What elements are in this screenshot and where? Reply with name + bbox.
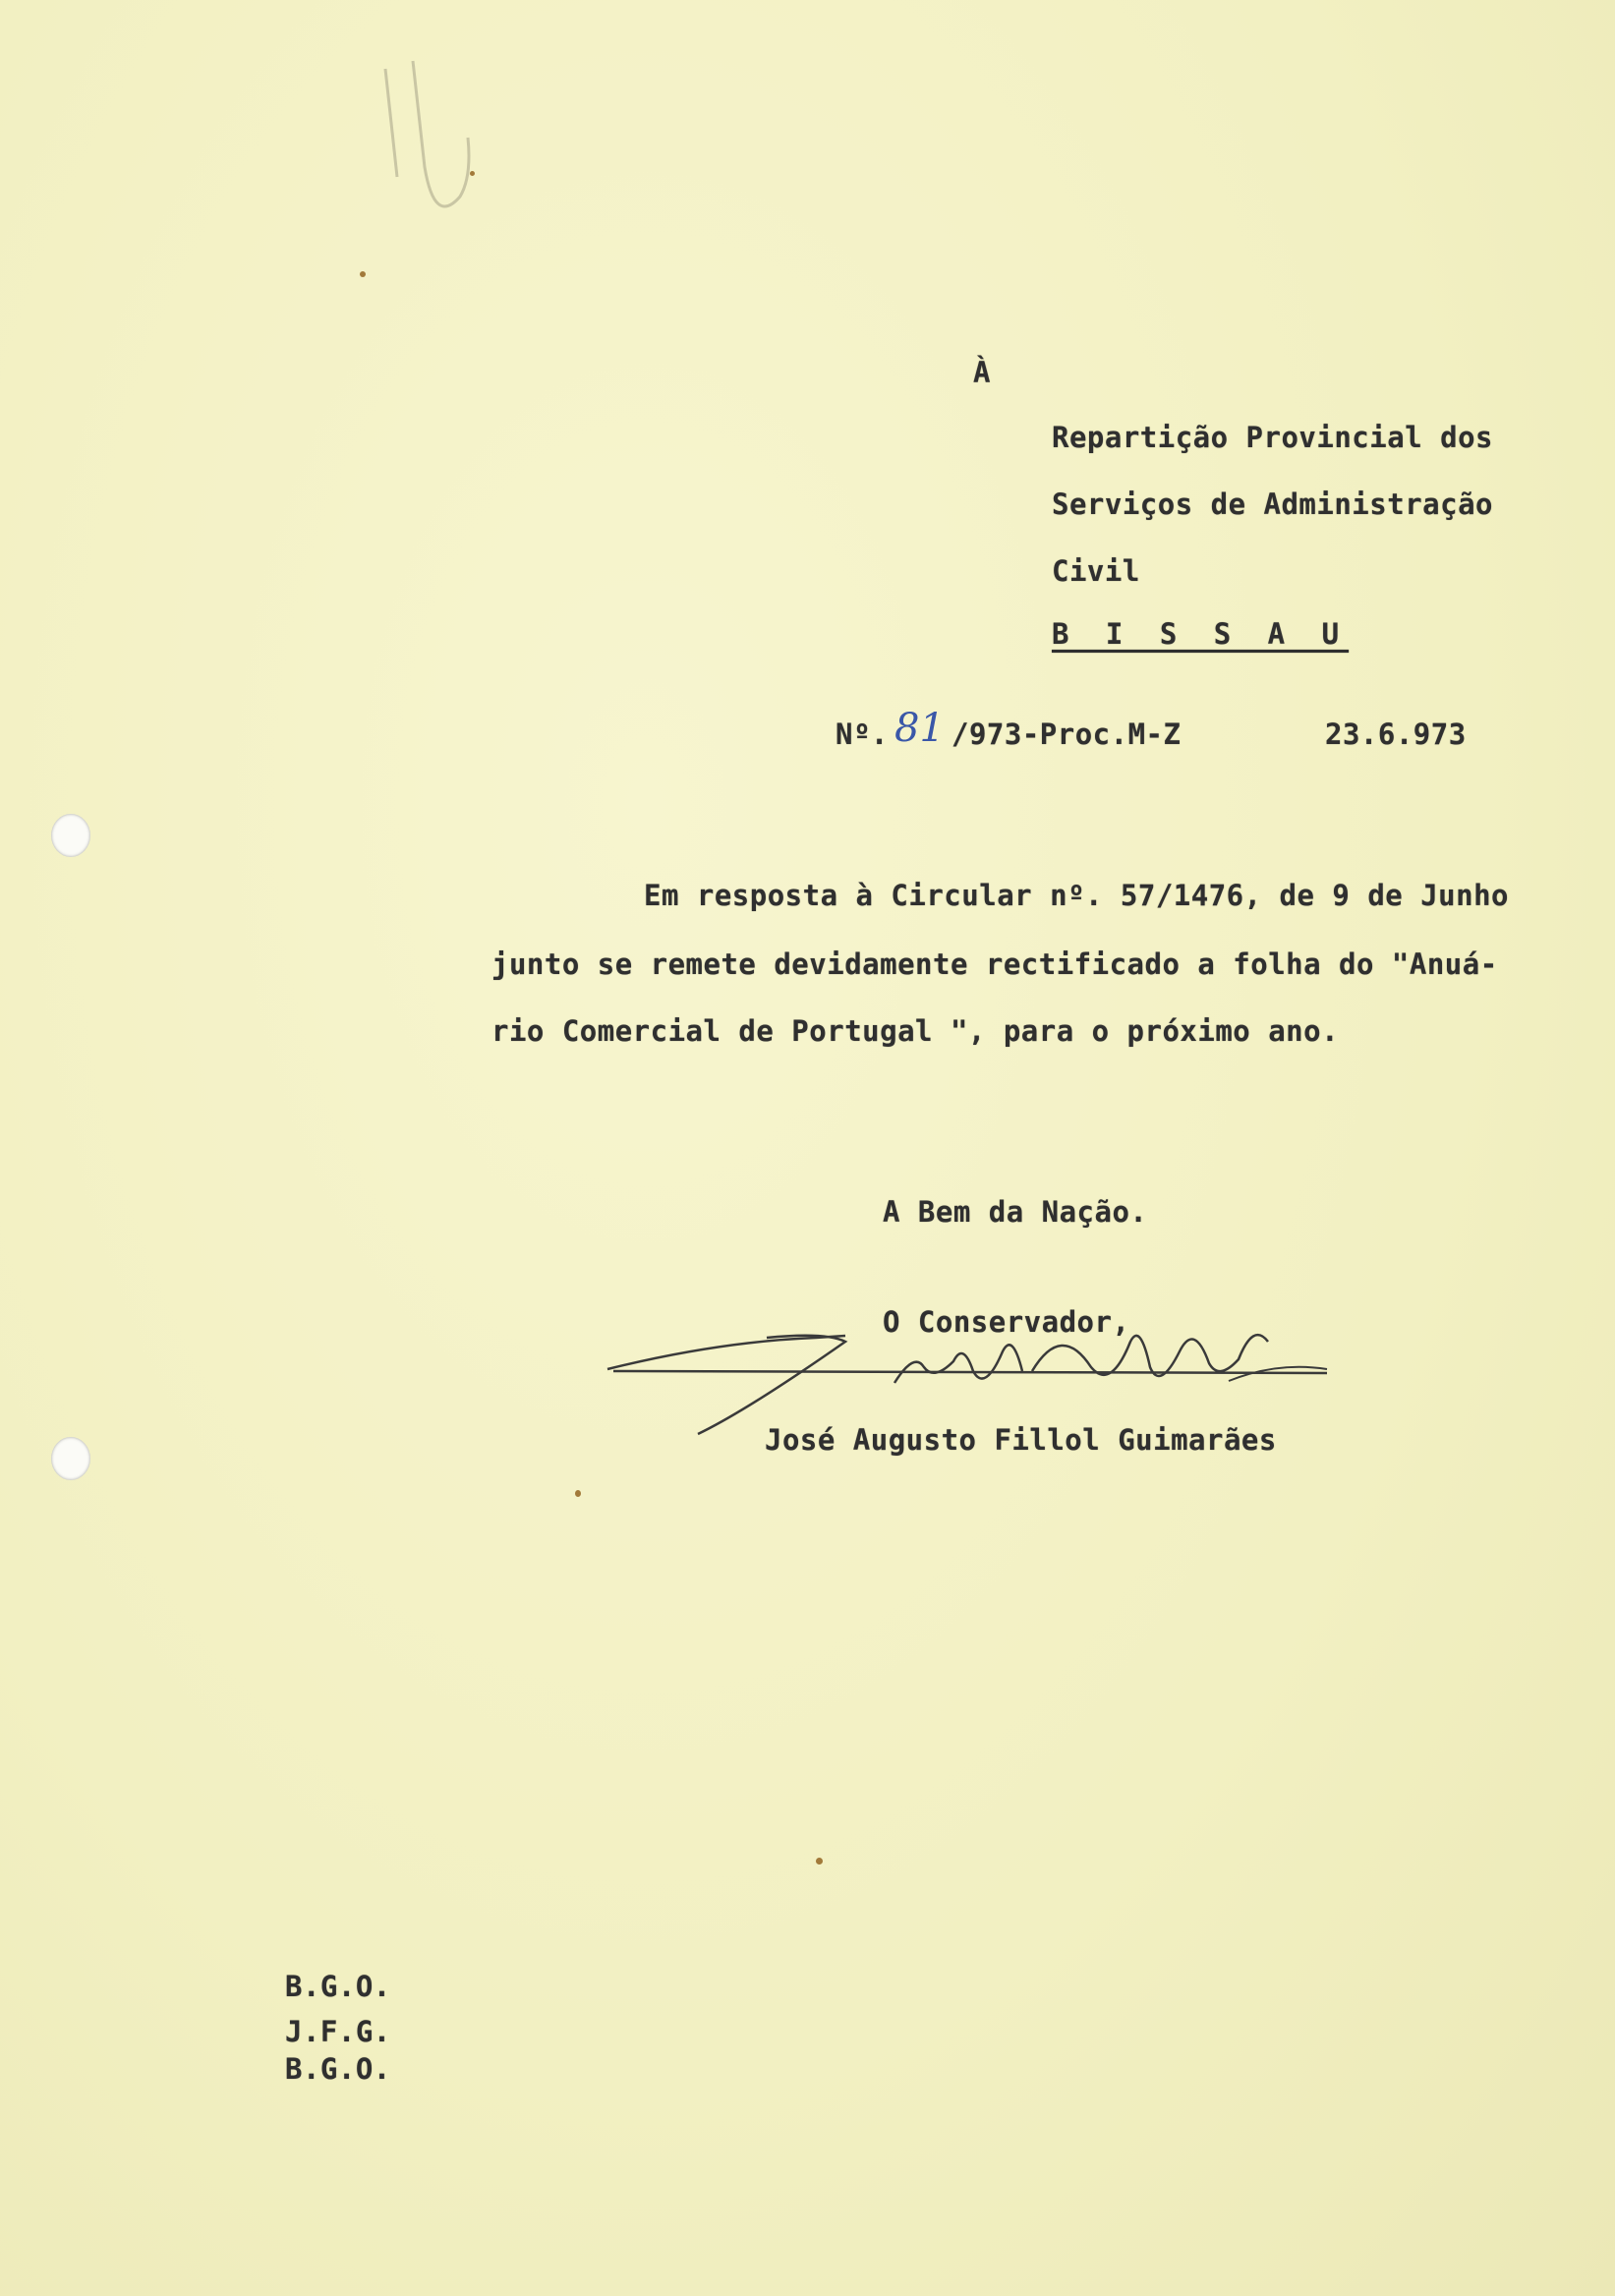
paper-speck (360, 271, 366, 277)
reference-prefix: Nº. (836, 718, 889, 751)
signer-title: O Conservador, (883, 1305, 1130, 1339)
paperclip-mark (374, 59, 491, 236)
body-line-3: rio Comercial de Portugal ", para o próximo ano. (491, 1014, 1340, 1048)
address-city: B I S S A U (1052, 617, 1350, 651)
initials-line-3: B.G.O. (285, 2052, 391, 2086)
address-line-3: Civil (1052, 554, 1140, 588)
paper-speck (816, 1858, 823, 1865)
address-salutation: À (973, 356, 991, 389)
body-line-1: Em resposta à Circular nº. 57/1476, de 9 de Junho (644, 879, 1510, 912)
closing-salutation: A Bem da Nação. (883, 1195, 1148, 1229)
initials-line-2: J.F.G. (285, 2015, 391, 2048)
reference-suffix: /973-Proc.M-Z (952, 718, 1182, 751)
punch-hole-bottom (51, 1437, 90, 1480)
signer-name: José Augusto Fillol Guimarães (765, 1423, 1277, 1457)
initials-line-1: B.G.O. (285, 1970, 391, 2003)
handwritten-signature (600, 1302, 1347, 1440)
paper-speck (575, 1490, 581, 1497)
reference-date: 23.6.973 (1325, 718, 1467, 751)
reference-number-handwritten: 81 (894, 706, 945, 751)
address-line-1: Repartição Provincial dos (1052, 421, 1493, 454)
address-line-2: Serviços de Administração (1052, 488, 1493, 521)
body-line-2: junto se remete devidamente rectificado a folha do "Anuá- (491, 947, 1498, 981)
punch-hole-top (51, 814, 90, 857)
reference-line (836, 706, 1504, 759)
